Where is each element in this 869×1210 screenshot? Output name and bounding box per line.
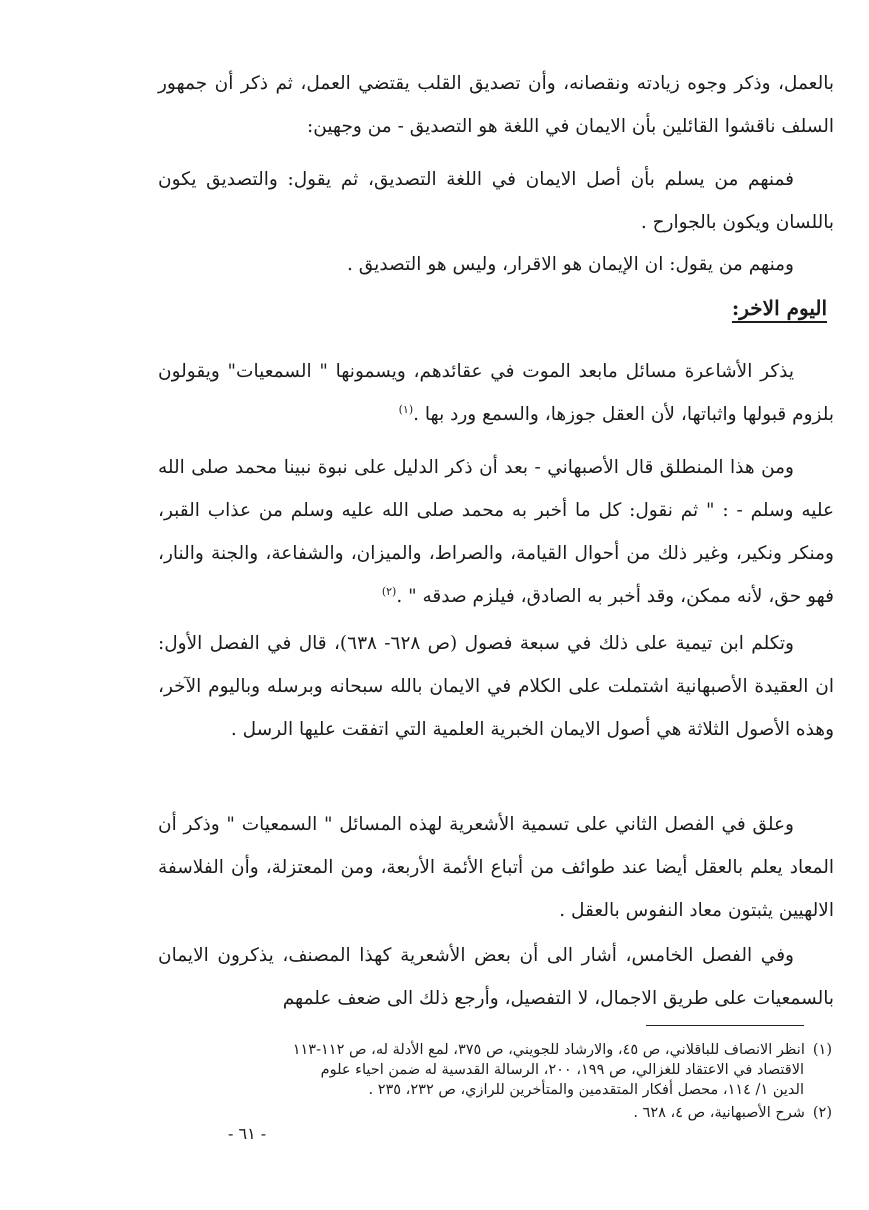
footnote-1 bbox=[142, 1040, 832, 1100]
footnote-1-line-3: الدين ١/ ١١٤، محصل أفكار المتقدمين والمتأخرين للرازي، ص ٢٣٢، ٢٣٥ . bbox=[368, 1082, 804, 1098]
footnote-2 bbox=[142, 1103, 832, 1123]
page-number: - ٦١ - bbox=[228, 1124, 267, 1143]
paragraph-7: وعلق في الفصل الثاني على تسمية الأشعرية لهذه المسائل " السمعيات " وذكر أن المعاد يعلم بالعقل أيضا عند طوائف من أتباع الأئمة الأربعة، ومن المعتزلة، وأن الفلاسفة الالهيين يثبتون معاد النفوس بالعقل . bbox=[158, 814, 834, 921]
footnote-1-line-2: الاقتصاد في الاعتقاد للغزالي، ص ١٩٩، ٢٠٠، الرسالة القدسية له ضمن احياء علوم bbox=[320, 1062, 804, 1078]
section-heading: اليوم الاخر: bbox=[731, 296, 827, 320]
footnote-ref-1: (١) bbox=[398, 402, 414, 416]
footnote-2-line-1: شرح الأصبهانية، ص ٤، ٦٢٨ . bbox=[633, 1105, 805, 1121]
paragraph-5-text: ومن هذا المنطلق قال الأصبهاني - بعد أن ذكر الدليل على نبوة نبينا محمد صلى الله عليه وسلم - : " ثم نقول: كل ما أخبر به محمد صلى الله عليه وسلم من عذاب القبر، ومنكر ونكير، وغير ذلك من أحوال القيامة، والصراط، والميزان، والشفاعة، والجنة والنار، فهو حق، لأنه ممكن، وقد أخبر به الصادق، فيلزم صدقه " . bbox=[158, 457, 834, 607]
footnote-1-line-1: انظر الانصاف للباقلاني، ص ٤٥، والارشاد للجويني، ص ٣٧٥، لمع الأدلة له، ص ١١٢-١١٣ bbox=[292, 1042, 805, 1058]
paragraph-8: وفي الفصل الخامس، أشار الى أن بعض الأشعرية كهذا المصنف، يذكرون الايمان بالسمعيات على طريق الاجمال، لا التفصيل، وأرجع ذلك الى ضعف علمهم bbox=[158, 945, 834, 1009]
paragraph-2: فمنهم من يسلم بأن أصل الايمان في اللغة التصديق، ثم يقول: والتصديق يكون باللسان ويكون بالجوارح . bbox=[158, 169, 834, 233]
paragraph-1: بالعمل، وذكر وجوه زيادته ونقصانه، وأن تصديق القلب يقتضي العمل، ثم ذكر أن جمهور السلف ناقشوا القائلين بأن الايمان في اللغة هو التصديق - من وجهين: bbox=[158, 73, 834, 137]
footnote-ref-2: (٢) bbox=[381, 584, 397, 598]
footnote-2-number: (٢) bbox=[812, 1105, 832, 1121]
footnote-divider bbox=[646, 1025, 804, 1026]
footnote-1-number: (١) bbox=[812, 1042, 832, 1058]
paragraph-6: وتكلم ابن تيمية على ذلك في سبعة فصول (ص ٦٢٨- ٦٣٨)، قال في الفصل الأول: ان العقيدة الأصبهانية اشتملت على الكلام في الايمان بالله سبحانه وبرسله وباليوم الآخر، وهذه الأصول الثلاثة هي أصول الايمان الخبرية العلمية التي اتفقت عليها الرسل . bbox=[158, 633, 834, 740]
paragraph-3: ومنهم من يقول: ان الإيمان هو الاقرار، وليس هو التصديق . bbox=[346, 254, 794, 275]
paragraph-4 bbox=[158, 350, 834, 436]
paragraph-5 bbox=[158, 446, 834, 618]
paragraph-4-text: يذكر الأشاعرة مسائل مابعد الموت في عقائدهم، ويسمونها " السمعيات" ويقولون بلزوم قبولها واثباتها، لأن العقل جوزها، والسمع ورد بها . bbox=[158, 361, 834, 425]
